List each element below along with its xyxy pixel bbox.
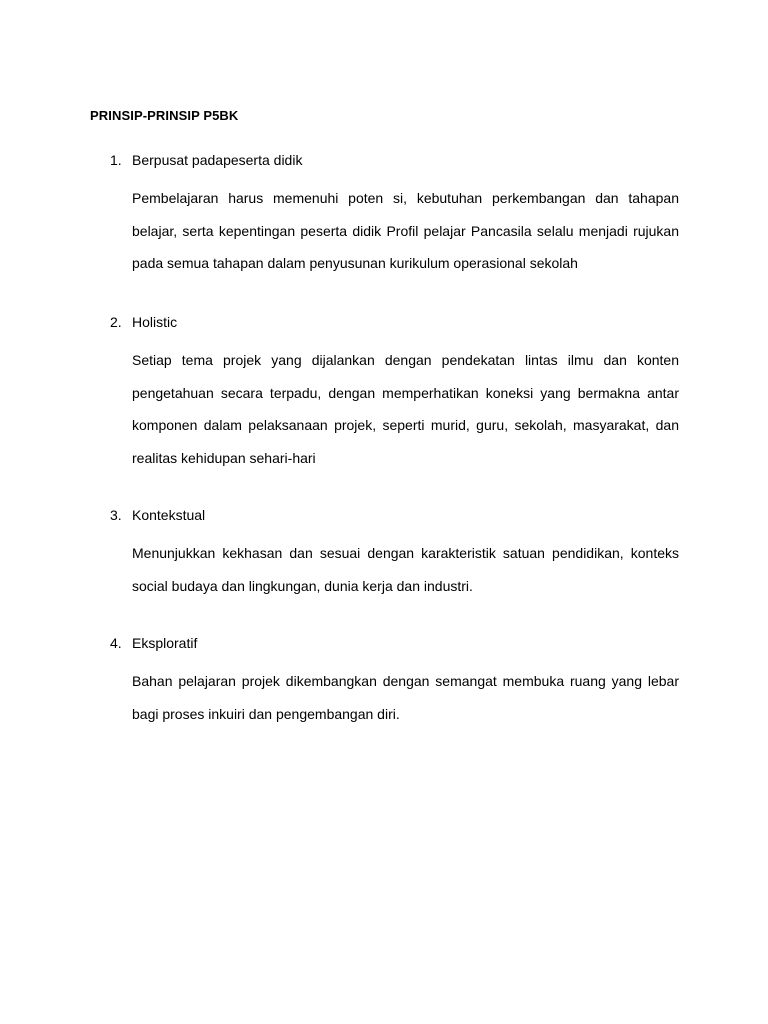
item-heading (110, 635, 197, 651)
item-heading (110, 507, 205, 523)
item-body: Menunjukkan kekhasan dan sesuai dengan karakteristik satuan pendidikan, konteks social budaya dan lingkungan, dunia kerja dan industri. (132, 545, 679, 594)
item-body: Bahan pelajaran projek dikembangkan dengan semangat membuka ruang yang lebar bagi proses inkuiri dan pengembangan diri. (132, 673, 679, 722)
item-heading (110, 314, 177, 330)
item-number: 3. (110, 507, 122, 523)
item-body: Pembelajaran harus memenuhi poten si, kebutuhan perkembangan dan tahapan belajar, serta kepentingan peserta didik Profil pelajar Pancasila selalu menjadi rujukan pada semua tahapan dalam penyusunan kurikulum operasional sekolah (132, 190, 679, 271)
item-number: 1. (110, 152, 122, 168)
item-heading-text: Eksploratif (132, 635, 198, 651)
item-number: 2. (110, 314, 122, 330)
item-heading-text: Berpusat padapeserta didik (132, 152, 303, 168)
item-heading-text: Kontekstual (132, 507, 206, 523)
document-title: PRINSIP-PRINSIP P5BK (90, 108, 239, 123)
item-heading (110, 152, 302, 168)
item-body: Setiap tema projek yang dijalankan dengan pendekatan lintas ilmu dan konten pengetahuan secara terpadu, dengan memperhatikan koneksi yang bermakna antar komponen dalam pelaksanaan projek, seperti murid, guru, sekolah, masyarakat, dan realitas kehidupan sehari-hari (132, 352, 679, 466)
item-number: 4. (110, 635, 122, 651)
item-heading-text: Holistic (132, 314, 178, 330)
